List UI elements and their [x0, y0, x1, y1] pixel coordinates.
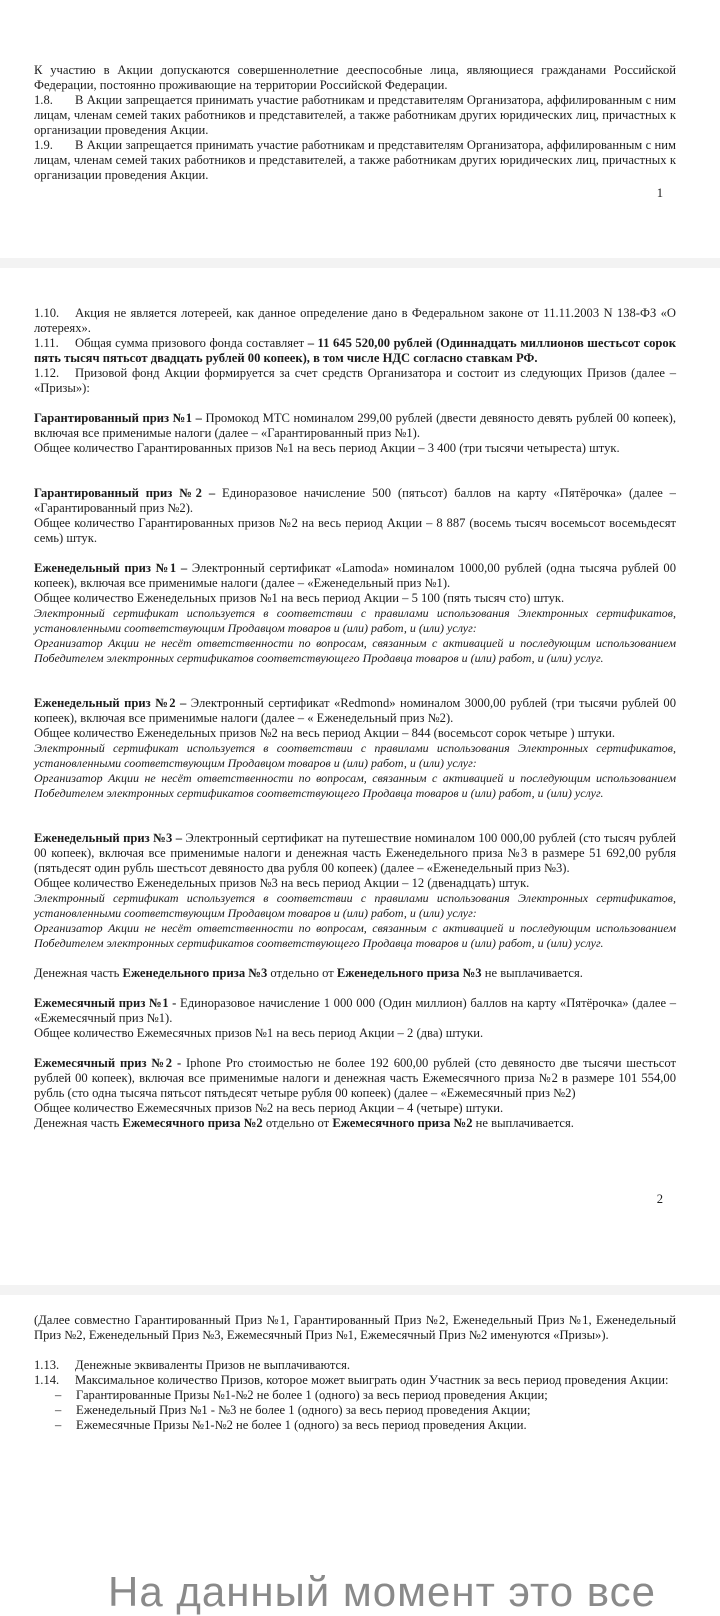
weekly-prize-3-note-usage: Электронный сертификат используется в соответствии с правилами использования Электронных сертификатов, установленными соответствующим Продавцом товаров и (или) работ, и (или) услуг: — [34, 891, 676, 920]
guaranteed-prize-2-count: Общее количество Гарантированных призов №2 на весь период Акции – 8 887 (восемь тысяч восемьсот восемьдесят семь) штук. — [34, 516, 676, 545]
clause-1-11: 1.11. Общая сумма призового фонда составляет – 11 645 520,00 рублей (Одиннадцать миллионов шестьсот сорок пять тысяч пятьсот двадцать рублей 00 копеек), в том числе НДС согласно ставкам РФ. — [34, 336, 676, 365]
eligibility-paragraph: К участию в Акции допускаются совершеннолетние дееспособные лица, являющиеся гражданами Российской Федерации, постоянно проживающие на территории Российской Федерации. — [34, 63, 676, 92]
guaranteed-prize-1-count: Общее количество Гарантированных призов №1 на весь период Акции – 3 400 (три тысячи четыреста) штук. — [34, 441, 620, 455]
page-number: 1 — [656, 186, 663, 200]
guaranteed-prize-2: Гарантированный приз №2 – Единоразовое начисление 500 (пятьсот) баллов на карту «Пятёрочка» (далее – «Гарантированный приз №2). — [34, 486, 676, 515]
weekly-prize-3-count: Общее количество Еженедельных призов №3 на весь период Акции – 12 (двенадцать) штук. — [34, 876, 530, 890]
document-page-3 — [0, 1295, 720, 1600]
document-page-1 — [0, 0, 720, 258]
end-of-content-message: На данный момент это все — [108, 1568, 656, 1615]
monthly-prize-2-cash-note: Денежная часть Ежемесячного приза №2 отдельно от Ежемесячного приза №2 не выплачивается. — [34, 1116, 574, 1130]
clause-1-12: 1.12. Призовой фонд Акции формируется за счет средств Организатора и состоит из следующих Призов (далее – «Призы»): — [34, 366, 676, 395]
monthly-prize-2-count: Общее количество Ежемесячных призов №2 на весь период Акции – 4 (четыре) штуки. — [34, 1101, 504, 1115]
prizes-summary: (Далее совместно Гарантированный Приз №1, Гарантированный Приз №2, Еженедельный Приз №1, Еженедельный Приз №2, Еженедельный Приз №3, Ежемесячный Приз №1, Ежемесячный Приз №2 именуются «Призы»). — [34, 1313, 676, 1342]
weekly-prize-2-note-usage: Электронный сертификат используется в соответствии с правилами использования Электронных сертификатов, установленными соответствующим Продавцом товаров и (или) работ, и (или) услуг: — [34, 741, 676, 770]
clause-1-14: 1.14. Максимальное количество Призов, которое может выиграть один Участник за весь период проведения Акции: — [34, 1373, 669, 1387]
limit-list-item: – Еженедельный Приз №1 - №3 не более 1 (одного) за весь период проведения Акции; — [55, 1403, 531, 1417]
monthly-prize-1: Ежемесячный приз №1 - Единоразовое начисление 1 000 000 (Один миллион) баллов на карту «Пятёрочка» (далее – «Ежемесячный приз №1). — [34, 996, 677, 1025]
clause-1-8: 1.8. В Акции запрещается принимать участие работникам и представителям Организатора, аффилированным с ним лицам, членам семей таких работников и представителей, а также работникам других юридических лиц, причастных к организации проведения Акции. — [34, 93, 676, 137]
page-number: 2 — [656, 1192, 663, 1206]
clause-1-9: 1.9. В Акции запрещается принимать участие работникам и представителям Организатора, аффилированным с ним лицам, членам семей таких работников и представителей, а также работникам других юридических лиц, причастных к организации проведения Акции. — [34, 138, 676, 182]
weekly-prize-2: Еженедельный приз №2 – Электронный сертификат «Redmond» номиналом 3000,00 рублей (три тысячи рублей 00 копеек), включая все применимые налоги (далее – « Еженедельный приз №2). — [34, 696, 677, 725]
clause-1-13: 1.13. Денежные эквиваленты Призов не выплачиваются. — [34, 1358, 351, 1372]
weekly-prize-1-note-usage: Электронный сертификат используется в соответствии с правилами использования Электронных сертификатов, установленными соответствующим Продавцом товаров и (или) работ, и (или) услуг: — [34, 606, 676, 635]
weekly-prize-1-note-liability: Организатор Акции не несёт ответственности по вопросам, связанным с активацией и последующим использованием Победителем электронных сертификатов соответствующего Продавца товаров и (или) работ, и (или) услуг. — [34, 636, 676, 665]
weekly-prize-3: Еженедельный приз №3 – Электронный сертификат на путешествие номиналом 100 000,00 рублей (сто тысяч рублей 00 копеек), включая все применимые налоги и денежная часть Еженедельного приза №3 в размере 51 692,00 рубля (пятьдесят один рубль шестьсот девяносто два рубля 00 копеек) (далее – «Еженедельный приз №3). — [34, 831, 676, 875]
page-separator — [0, 1285, 720, 1295]
limit-list-item: – Гарантированные Призы №1-№2 не более 1 (одного) за весь период проведения Акции; — [55, 1388, 548, 1402]
weekly-prize-1: Еженедельный приз №1 – Электронный сертификат «Lamoda» номиналом 1000,00 рублей (одна тысяча рублей 00 копеек), включая все применимые налоги (далее – «Еженедельный приз №1). — [34, 561, 676, 590]
weekly-prize-2-note-liability: Организатор Акции не несёт ответственности по вопросам, связанным с активацией и последующим использованием Победителем электронных сертификатов соответствующего Продавца товаров и (или) работ, и (или) услуг. — [34, 771, 676, 800]
guaranteed-prize-1: Гарантированный приз №1 – Промокод МТС номиналом 299,00 рублей (двести девяносто девять рублей 00 копеек), включая все применимые налоги (далее – «Гарантированный приз №1). — [34, 411, 676, 440]
limit-list-item: – Ежемесячные Призы №1-№2 не более 1 (одного) за весь период проведения Акции. — [55, 1418, 527, 1432]
weekly-prize-1-count: Общее количество Еженедельных призов №1 на весь период Акции – 5 100 (пять тысяч сто) штук. — [34, 591, 565, 605]
monthly-prize-2: Ежемесячный приз №2 - Iphone Pro стоимостью не более 192 600,00 рублей (сто девяносто две тысячи шестьсот рублей 00 копеек), включая все применимые налоги и денежная часть Ежемесячного приза №2 в размере 101 554,00 рубль (сто одна тысяча пятьсот пятьдесят четыре рубля 00 копеек) (далее – «Ежемесячный приз №2) — [34, 1056, 677, 1100]
document-page-2 — [0, 268, 720, 1285]
weekly-prize-2-count: Общее количество Еженедельных призов №2 на весь период Акции – 844 (восемьсот сорок четыре ) штуки. — [34, 726, 616, 740]
monthly-prize-1-count: Общее количество Ежемесячных призов №1 на весь период Акции – 2 (два) штуки. — [34, 1026, 484, 1040]
clause-1-10: 1.10. Акция не является лотереей, как данное определение дано в Федеральном законе от 11.11.2003 N 138-ФЗ «О лотереях». — [34, 306, 676, 335]
weekly-prize-3-cash-note: Денежная часть Еженедельного приза №3 отдельно от Еженедельного приза №3 не выплачивается. — [34, 966, 583, 980]
weekly-prize-3-note-liability: Организатор Акции не несёт ответственности по вопросам, связанным с активацией и последующим использованием Победителем электронных сертификатов соответствующего Продавца товаров и (или) работ, и (или) услуг. — [34, 921, 676, 950]
page-separator — [0, 258, 720, 268]
